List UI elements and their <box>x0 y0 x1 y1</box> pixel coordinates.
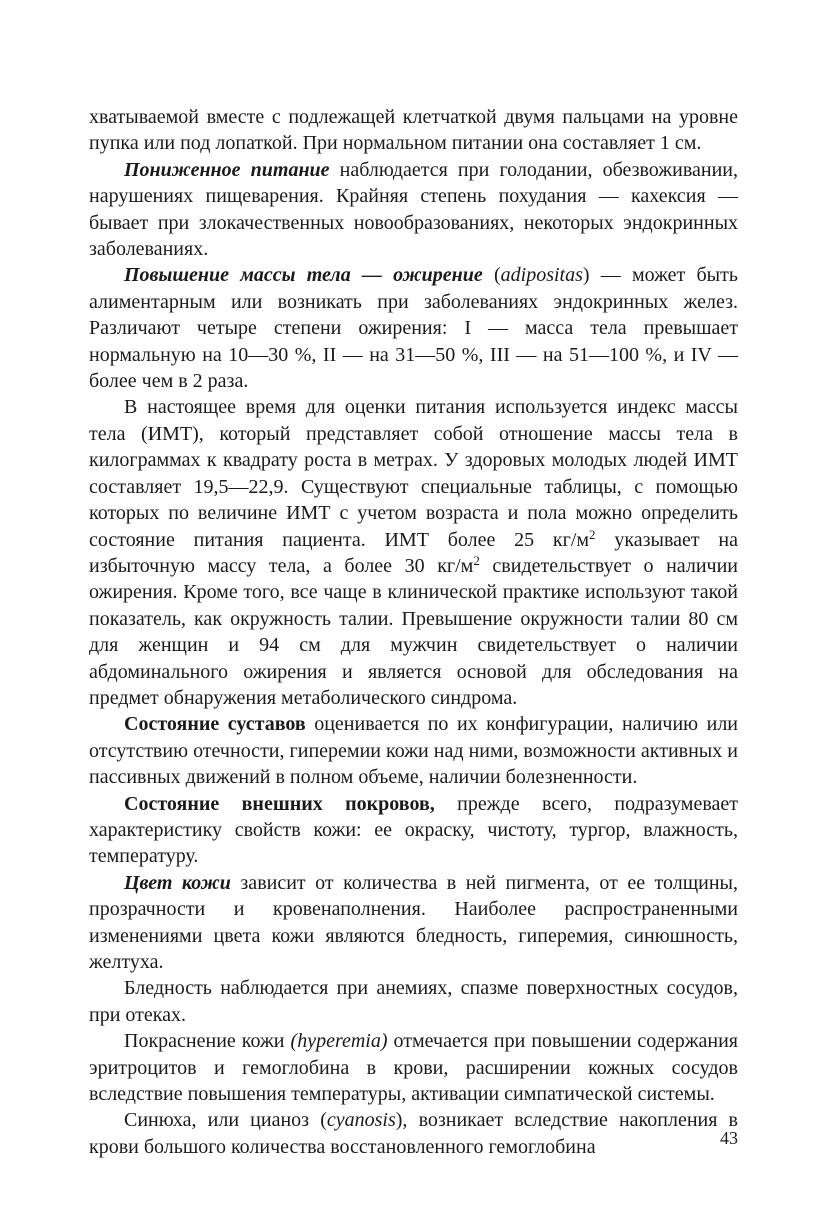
paragraph-pallor <box>89 975 738 1028</box>
paragraph-1 <box>89 104 738 157</box>
paragraph-text: ), возникает вследствие накопления в крови большого количества восстановленного гемоглобина <box>89 1109 739 1158</box>
paragraph-text: Покраснение кожи <box>124 1030 291 1053</box>
paragraph-text: ( <box>482 264 501 287</box>
term-joints: Состояние суставов <box>124 713 306 736</box>
paragraph-text: Бледность наблюдается при анемиях, спазме поверхностных сосудов, при отеках. <box>89 977 738 1026</box>
paragraph-reduced-nutrition <box>89 157 738 263</box>
paragraph-bmi <box>89 394 738 711</box>
paragraph-text: отмечается при повышении содержания эритроцитов и гемоглобина в крови, расширении кожных сосудов вследствие повышения температуры, активации симпатической системы. <box>89 1030 738 1106</box>
paragraph-text: свидетельствует о наличии ожирения. Кроме того, все чаще в клинической практике используют такой показатель, как окружность талии. Превышение окружности талии 80 см для женщин и 94 см для мужчин свидетельствует о наличии абдоминального ожирения и является основой для обследования на предмет обнаружения метаболического синдрома. <box>89 554 738 709</box>
paragraph-text: наблюдается при голодании, обезвоживании, нарушениях пищеварения. Крайняя степень похудания — кахексия — бывает при злокачественных новообразованиях, некоторых эндокринных заболеваниях. <box>89 158 738 261</box>
paragraph-text: ) — может быть алиментарным или возникать при заболеваниях эндокринных желез. Различают четыре степени ожирения: I — масса тела превышает нормальную на 10—30 %, II — на 31—50 %, III — на 51—100 %, и IV — более чем в 2 раза. <box>89 264 738 393</box>
term-skin-covers: Состояние внешних покровов, <box>124 792 435 815</box>
superscript: 2 <box>589 526 596 542</box>
term-obesity: Повышение массы тела — ожирение <box>124 264 483 287</box>
term-skin-color: Цвет кожи <box>124 871 231 894</box>
paragraph-hyperemia <box>89 1028 738 1107</box>
superscript: 2 <box>473 552 480 568</box>
paragraph-text: зависит от количества в ней пигмента, от ее толщины, прозрачности и кровенаполнения. Наиболее распространенными изменениями цвета кожи являются бледность, гиперемия, синюшность, желтуха. <box>89 871 738 973</box>
paragraph-skin-covers <box>89 791 738 870</box>
latin-term-hyperemia: (hyperemia) <box>290 1030 388 1053</box>
paragraph-text: В настоящее время для оценки питания используется индекс массы тела (ИМТ), который представляет собой отношение массы тела в килограммах к квадрату роста в метрах. У здоровых молодых людей ИМТ составляет 19,5—22,9. Существуют специальные таблицы, с помощью которых по величине ИМТ с учетом возраста и пола можно определить состояние питания пациента. ИМТ более 25 кг/м <box>89 396 738 551</box>
paragraph-text: Синюха, или цианоз ( <box>124 1109 327 1132</box>
paragraph-obesity <box>89 262 738 394</box>
paragraph-text: указывает на избыточную массу тела, а более 30 кг/м <box>89 528 738 577</box>
term-reduced-nutrition: Пониженное питание <box>124 158 330 181</box>
paragraph-skin-color <box>89 870 738 976</box>
paragraph-text: прежде всего, подразумевает характеристику свойств кожи: ее окраску, чистоту, тургор, влажность, температуру. <box>89 792 738 868</box>
paragraph-text: хватываемой вместе с подлежащей клетчаткой двумя пальцами на уровне пупка или под лопаткой. При нормальном питании она составляет 1 см. <box>89 106 738 155</box>
page-number: 43 <box>720 1128 738 1148</box>
paragraph-joints <box>89 711 738 790</box>
paragraph-text: оценивается по их конфигурации, наличию или отсутствию отечности, гиперемии кожи над ними, возможности активных и пассивных движений в полном объеме, наличии болезненности. <box>89 713 739 789</box>
latin-term-cyanosis: cyanosis <box>326 1109 396 1132</box>
latin-term-adipositas: adipositas <box>500 264 583 287</box>
